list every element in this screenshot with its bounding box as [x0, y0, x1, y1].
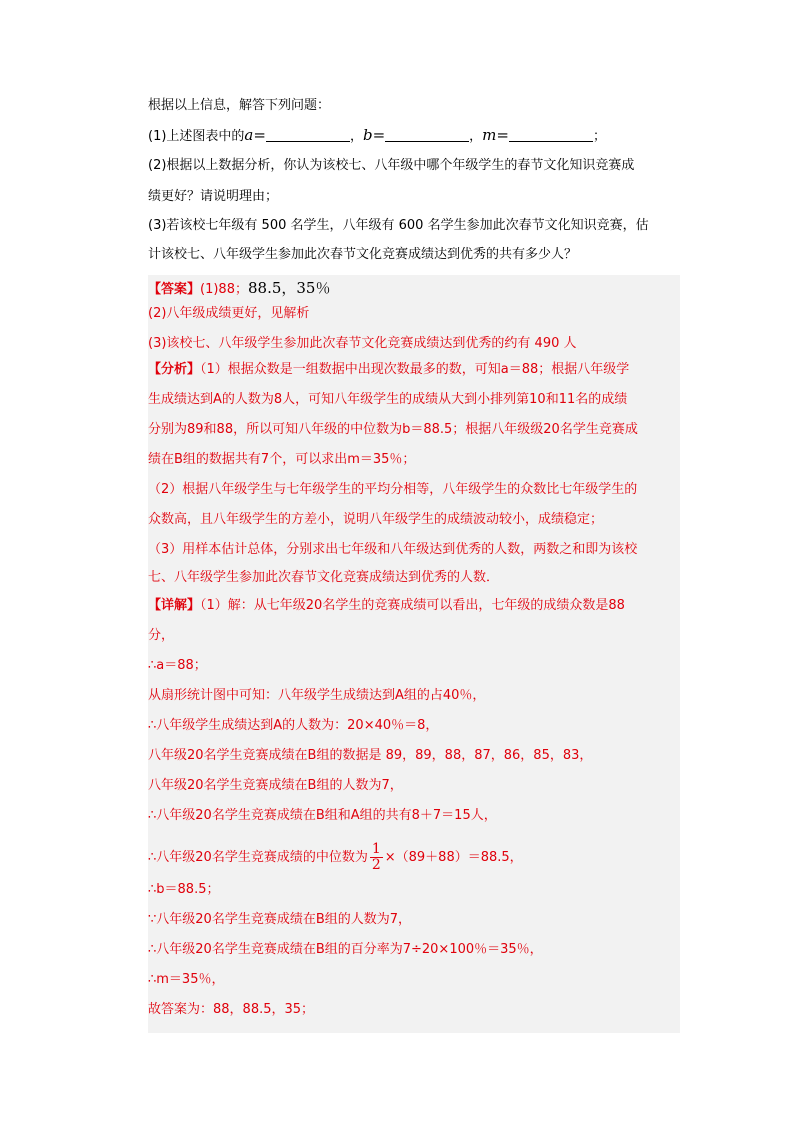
detail-line-5: ∴八年级学生成绩达到A的人数为：20×40％＝8，	[148, 718, 439, 733]
median-suffix: ×（89＋88）＝88.5，	[384, 850, 523, 865]
analysis-line-6: 众数高，且八年级学生的方差小，说明八年级学生的成绩波动较小，成绩稳定；	[148, 512, 604, 527]
median-prefix: ∴八年级20名学生竞赛成绩的中位数为	[148, 850, 368, 865]
equals-sign: =	[372, 126, 386, 144]
answer-1-prefix: (1)88；	[200, 282, 248, 297]
blank-m[interactable]	[509, 127, 593, 142]
detail-line-2: 分，	[148, 628, 175, 643]
blank-b[interactable]	[385, 127, 469, 142]
analysis-line-8: 七、八年级学生参加此次春节文化竞赛成绩达到优秀的人数．	[148, 570, 500, 585]
answer-2: (2)八年级成绩更好，见解析	[148, 306, 310, 321]
question-1	[148, 125, 680, 147]
q2-line1: (2)根据以上数据分析，你认为该校七、八年级中哪个年级学生的春节文化知识竞赛成	[148, 158, 635, 173]
analysis-line-5: （2）根据八年级学生与七年级学生的平均分相等，八年级学生的众数比七年级学生的	[148, 482, 638, 497]
detail-line-13: ∴m＝35％，	[148, 972, 225, 987]
q2-line2: 绩更好？请说明理由；	[148, 189, 279, 204]
detail-line-3: ∴a＝88；	[148, 658, 207, 673]
var-b: b	[362, 126, 373, 144]
var-m: m	[482, 126, 497, 144]
detail-line-12: ∴八年级20名学生竞赛成绩在B组的百分率为7÷20×100％＝35％，	[148, 942, 543, 957]
answer-section	[148, 275, 680, 1026]
analysis-line-4: 绩在B组的数据共有7个，可以求出m＝35％；	[148, 452, 416, 467]
end-mark: ；	[592, 129, 606, 144]
detail-line-1	[148, 596, 680, 626]
answer-3: (3)该校七、八年级学生参加此次春节文化竞赛成绩达到优秀的约有 490 人	[148, 336, 577, 351]
analysis-tag: 【分析】	[148, 362, 201, 377]
detail-text-1: （1）解：从七年级20名学生的竞赛成绩可以看出，七年级的成绩众数是88	[200, 598, 625, 613]
q3-line1: (3)若该校七年级有 500 名学生，八年级有 600 名学生参加此次春节文化知识竞赛，估	[148, 218, 649, 233]
detail-tag: 【详解】	[148, 598, 201, 613]
fraction-numerator: 1	[371, 841, 381, 857]
equals-sign: =	[496, 126, 509, 144]
answer-1-rest: 88.5，35％	[247, 279, 331, 297]
detail-line-10: ∴b＝88.5；	[148, 882, 220, 897]
analysis-line-1	[148, 360, 680, 390]
blank-a[interactable]	[266, 127, 350, 142]
detail-line-11: ∵八年级20名学生竞赛成绩在B组的人数为7，	[148, 912, 412, 927]
detail-line-6: 八年级20名学生竞赛成绩在B组的数据是 89，89，88，87，86，85，83，	[148, 748, 593, 763]
var-a: a	[244, 126, 254, 144]
q1-prefix: (1)上述图表中的	[148, 129, 245, 144]
detail-line-9	[148, 836, 680, 880]
answer-tag: 【答案】	[148, 282, 201, 297]
detail-line-7: 八年级20名学生竞赛成绩在B组的人数为7，	[148, 778, 403, 793]
analysis-block	[148, 360, 680, 596]
analysis-line-3: 分别为89和88，所以可知八年级的中位数为b＝88.5；根据八年级级20名学生竞赛成	[148, 422, 638, 437]
separator: ，	[469, 129, 483, 144]
detail-line-4: 从扇形统计图中可知：八年级学生成绩达到A组的占40％，	[148, 688, 486, 703]
analysis-line-7: （3）用样本估计总体，分别求出七年级和八年级达到优秀的人数，两数之和即为该校	[148, 542, 638, 557]
fraction-denominator: 2	[371, 857, 381, 873]
fraction-half	[370, 842, 383, 873]
intro-text: 根据以上信息，解答下列问题：	[148, 98, 331, 113]
detail-line-14: 故答案为：88，88.5，35；	[148, 1002, 315, 1017]
questions-section	[148, 96, 680, 265]
detail-block	[148, 596, 680, 1026]
detail-line-8: ∴八年级20名学生竞赛成绩在B组和A组的共有8＋7＝15人，	[148, 808, 497, 823]
answer-line-1	[148, 278, 680, 304]
question-2	[148, 156, 680, 207]
q3-line2: 计该校七、八年级学生参加此次春节文化竞赛成绩达到优秀的共有多少人？	[148, 247, 578, 262]
equals-sign: =	[253, 126, 266, 144]
analysis-text-1: （1）根据众数是一组数据中出现次数最多的数，可知a＝88；根据八年级学	[200, 362, 630, 377]
separator: ，	[349, 129, 363, 144]
question-3	[148, 216, 680, 265]
analysis-line-2: 生成绩达到A的人数为8人，可知八年级学生的成绩从大到小排列第10和11名的成绩	[148, 392, 628, 407]
